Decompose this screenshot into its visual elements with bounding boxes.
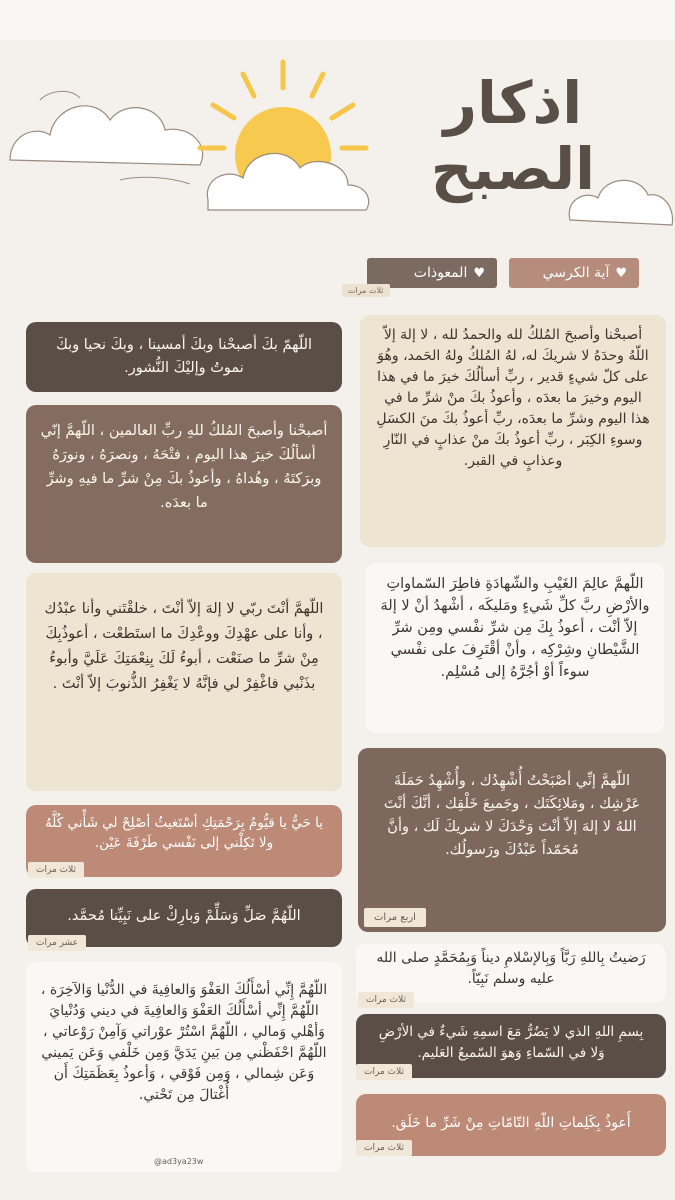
header — [0, 40, 675, 260]
tab-ayat-al-kursi[interactable] — [509, 258, 639, 288]
dhikr-text: اللّهمّ بكَ أصبحْنا وبكَ أمسينا ، وبكَ نحيا وبكَ نموتُ وإليْكَ النُّشور. — [55, 337, 313, 376]
title-line-1: اذكار — [443, 69, 583, 137]
dhikr-text: اللّهمَّ إنِّي أصْبَحْتُ أُشْهِدُك ، وأُشْهِدُ حَمَلَةَ عَرْشِك ، ومَلائِكَتَك ، وجَميعَ خَلْقِك ، أنَّكَ أنْتَ اللهُ لا إلهَ إلاّ أنْتَ وَحْدَكَ لا شريكَ لَك ، وأنَّ مُحَمّداً عَبْدُكَ ورَسولُك. — [383, 773, 641, 858]
dhikr-text: اللّهُمَّ صَلِّ وَسَلِّمْ وَبارِكْ على نَبِيِّنا مُحمَّد. — [67, 908, 301, 924]
repeat-count-badge: ثلاث مرات — [356, 1140, 412, 1156]
dhikr-text: أصبحْنا وأصبحَ المُلكُ للهِ ربِّ العالمين ، اللّهمَّ إنّي أسألُكَ خيرَ هذا اليوم ، فتْحَهُ ، ونصرَهُ ، ونورَهُ وبرَكتَهُ ، وهُداهُ ، وأعوذُ بكَ مِنْ شرِّ ما فيهِ وشرِّ ما بعدَه. — [40, 423, 328, 511]
sun-illustration — [188, 50, 378, 240]
repeat-count-badge: ثلاث مرات — [358, 992, 414, 1008]
dhikr-card — [26, 405, 342, 563]
dhikr-text: اللّهمَّ عالِمَ الغَيْبِ والشّهادَةِ فاطِرَ السّماواتِ والأرْضِ ربَّ كلِّ شَيءٍ ومَليكَه ، أشْهدُ أنْ لا إلهَ إلاّ أنْت ، أعوذُ بِكَ مِن شرِّ نفْسي ومِن شرِّ الشَّيْطانِ وشِرْكِه ، وأنْ أقْتَرِفَ على نفْسي سوءاً أوْ أجُرَّهُ إلى مُسْلِم. — [380, 576, 650, 680]
repeat-count-badge: عشر مرات — [28, 935, 86, 951]
dhikr-text: أَعوذُ بِكَلِماتِ اللّهِ التّامّاتِ مِنْ شَرِّ ما خَلَق. — [391, 1115, 631, 1131]
repeat-count-badge: ثلاث مرات — [356, 1064, 412, 1080]
repeat-count-badge: ثلاث مرات — [342, 284, 390, 297]
dhikr-card — [26, 573, 342, 791]
watermark: @ad3ya23w — [154, 1157, 204, 1166]
dhikr-card — [26, 962, 342, 1172]
dhikr-text: رَضيتُ بِاللهِ رَبَّاً وَبِالإسْلامِ ديناً وَبِمُحَمَّدٍ صلى الله عليه وسلم نَبِيّاً. — [376, 950, 646, 987]
dhikr-text: بِسمِ اللهِ الذي لا يَضُرُّ مَعَ اسمِهِ شَيءٌ في الأرْضِ وَلا في السّماءِ وَهوَ السّميعُ العَليم. — [378, 1024, 644, 1061]
dhikr-text: يا حَيُّ يا قيُّومُ بِرَحْمَتِكِ أسْتَغيثُ أصْلِحْ لي شَأْني كُلَّهُ ولا تَكِلْني إلى نَفْسي طَرْفَةَ عَيْن. — [45, 815, 323, 851]
dhikr-text: اللّهُمَّ إِنِّي أسْأَلُكَ العَفْوَ وَالعافِيةَ في الدُّنْيا وَالآخِرَة ، اللّهُمَّ إِنِّي أسْأَلُكَ العَفْوَ وَالعافِيةَ في ديني وَدُنْيايَ وَأهْلي وَمالي ، اللّهُمَّ اسْتُرْ عوْراتي وَآمِنْ رَوْعاتي ، اللّهُمَّ احْفَظْني مِن بَينِ يَدَيَّ وَمِن خَلْفي وَعَن يَميني وَعَن شِمالي ، وَمِن فَوْقي ، وَأعوذُ بِعَظَمَتِكَ أَن أُغْتالَ مِن تَحْتي. — [40, 982, 328, 1103]
repeat-count-badge: ثلاث مرات — [28, 862, 84, 878]
repeat-count-badge: اربع مرات — [364, 908, 426, 927]
heart-icon: ♥ — [615, 265, 627, 281]
dhikr-card — [366, 563, 664, 733]
tabs-row — [367, 258, 639, 288]
dhikr-card — [26, 322, 342, 392]
tab-label: المعوذات — [413, 265, 468, 281]
top-band — [0, 0, 675, 40]
tab-label: آية الكرسي — [542, 265, 610, 281]
dhikr-text: اللّهمَّ أنْتَ ربّي لا إلهَ إلاّ أنْتَ ، خلقْتَني وأنا عبْدُك ، وأنا على عهْدِكَ ووعْدِكَ ما استَطعْت ، أعوذُبِكَ مِنْ شرِّ ما صنَعْت ، أبوءُ لَكَ بِنِعْمَتِكَ عَلَيَّ وأبوءُ بذَنْبي فاغْفِرْ لي فإنَّهُ لا يَغْفِرُ الذُّنوبَ إلاّ أنْتَ . — [44, 601, 324, 692]
dhikr-text: أصبحْنا وأصبحَ المُلكُ لله والحمدُ لله ، لا إلهَ إلاّ اللّهُ وحدَهُ لا شريكَ له، لهُ المُلكُ ولهُ الحَمد، وهُوَ على كلّ شيءٍ قدير ، ربِّ أسألُكَ خيرَ ما في هذا اليوم وخيرَ ما بعدَه ، وأعوذُ بكَ منْ شرِّ ما في هذا اليوم وشرِّ ما بعدَه، ربِّ أعوذُ بكَ منَ الكسَلِ وسوءِ الكِبَر ، ربِّ أعوذُ بكَ منْ عذابٍ في النّارِ وعذابٍ في القبر. — [376, 327, 650, 469]
title-line-2: الصبح — [430, 135, 595, 203]
page-title — [431, 70, 595, 202]
heart-icon: ♥ — [473, 265, 485, 281]
dhikr-card — [360, 315, 666, 547]
dhikr-card — [358, 748, 666, 932]
